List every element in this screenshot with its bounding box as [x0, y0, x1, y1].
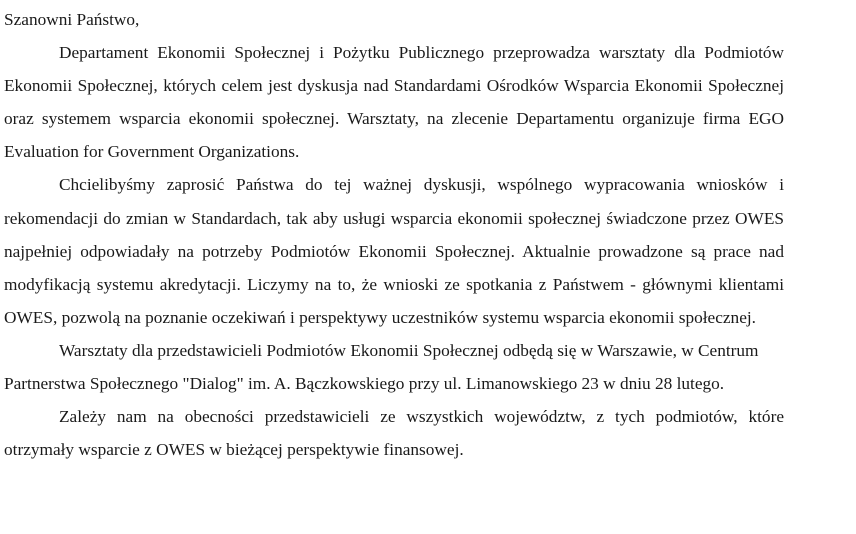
letter-body: [4, 3, 784, 466]
paragraph-workshops-intro: Departament Ekonomii Społecznej i Pożytku Publicznego przeprowadza warsztaty dla Podmiotów Ekonomii Społecznej, których celem jest dyskusja nad Standardami Ośrodków Wsparcia Ekonomii Społecznej oraz systemem wsparcia ekonomii społecznej. Warsztaty, na zlecenie Departamentu organizuje firma EGO Evaluation for Government Organizations.: [4, 43, 784, 162]
paragraph-invitation: Chcielibyśmy zaprosić Państwa do tej ważnej dyskusji, wspólnego wypracowania wniosków i rekomendacji do zmian w Standardach, tak aby usługi wsparcia ekonomii społecznej świadczone przez OWES najpełniej odpowiadały na potrzeby Podmiotów Ekonomii Społecznej. Aktualnie prowadzone są prace nad modyfikacją systemu akredytacji. Liczymy na to, że wnioski ze spotkania z Państwem - głównymi klientami OWES, pozwolą na poznanie oczekiwań i perspektywy uczestników systemu wsparcia ekonomii społecznej.: [4, 175, 784, 327]
paragraph-venue-date: Warsztaty dla przedstawicieli Podmiotów Ekonomii Społecznej odbędą się w Warszawie, w Centrum Partnerstwa Społecznego "Dialog" im. A. Bączkowskiego przy ul. Limanowskiego 23 w dniu 28 lutego.: [4, 340, 759, 394]
salutation: Szanowni Państwo,: [4, 10, 140, 29]
paragraph-participants: Zależy nam na obecności przedstawicieli ze wszystkich województw, z tych podmiotów, które otrzymały wsparcie z OWES w bieżącej perspektywie finansowej.: [4, 407, 784, 460]
